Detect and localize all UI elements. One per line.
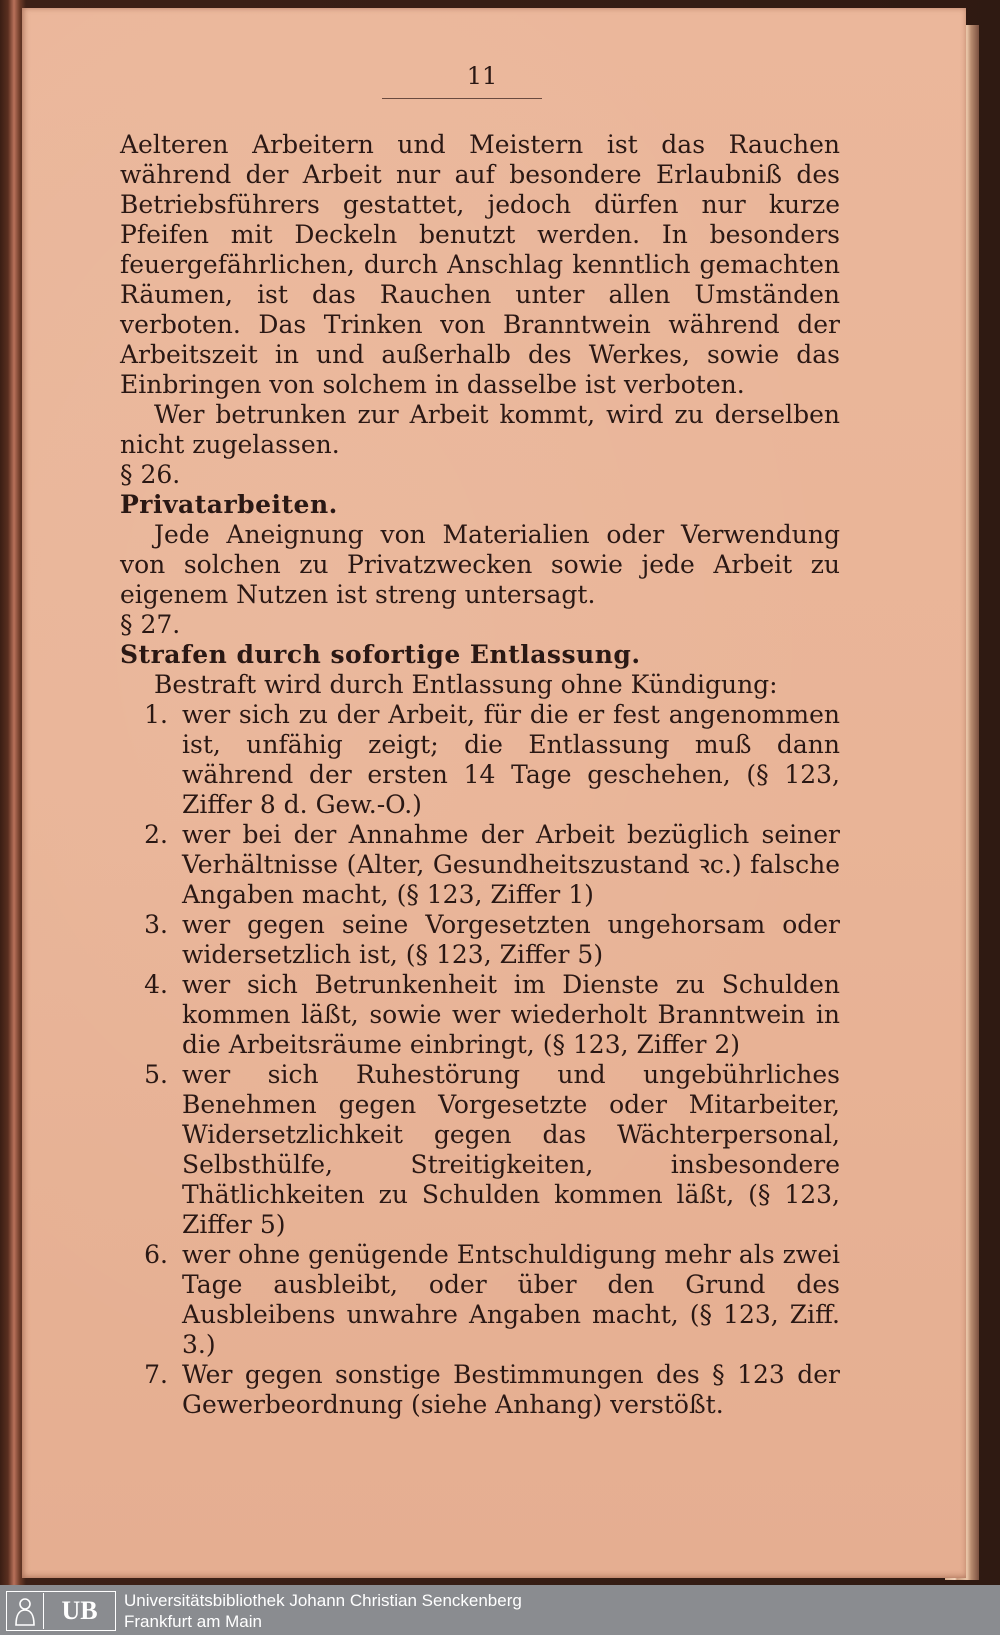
list-item-number: 1.	[144, 700, 168, 729]
seal-icon	[7, 1593, 44, 1629]
page-content	[120, 130, 840, 1420]
list-item	[120, 820, 840, 910]
document-page	[22, 8, 966, 1578]
list-item-text: wer sich zu der Arbeit, für die er fest angenommen ist, unfähig zeigt; die Entlassung muß dann während der ersten 14 Tage geschehen, (§ 123, Ziffer 8 d. Gew.-O.)	[182, 700, 840, 819]
list-item	[120, 700, 840, 820]
list-item-number: 4.	[144, 970, 168, 999]
library-city: Frankfurt am Main	[124, 1612, 262, 1631]
list-item-text: Wer gegen sonstige Bestimmungen des § 123 der Gewerbeordnung (siehe Anhang) verstößt.	[182, 1360, 840, 1419]
page-number: 11	[466, 62, 498, 90]
list-item-text: wer sich Betrunkenheit im Dienste zu Schulden kommen läßt, sowie wer wiederholt Branntwein in die Arbeitsräume einbringt, (§ 123, Ziffer 2)	[182, 970, 840, 1059]
library-footer	[0, 1585, 1000, 1635]
header-rule	[382, 98, 542, 99]
list-item-number: 2.	[144, 820, 168, 849]
section-body-26: Jede Aneignung von Materialien oder Verwendung von solchen zu Privatzwecken sowie jede Arbeit zu eigenem Nutzen ist streng untersagt.	[120, 520, 840, 609]
footer-text	[124, 1590, 522, 1632]
list-item-number: 6.	[144, 1240, 168, 1269]
library-logo[interactable]	[6, 1591, 116, 1631]
section-number-26: § 26.	[120, 460, 181, 489]
section-intro-27: Bestraft wird durch Entlassung ohne Kündigung:	[154, 670, 778, 699]
list-item-number: 7.	[144, 1360, 168, 1389]
library-name: Universitätsbibliothek Johann Christian Senckenberg	[124, 1591, 522, 1610]
dismissal-list	[120, 700, 840, 1420]
list-item	[120, 1240, 840, 1360]
list-item-number: 3.	[144, 910, 168, 939]
paragraph-smoking: Aelteren Arbeitern und Meistern ist das Rauchen während der Arbeit nur auf besondere Erlaubniß des Betriebsführers gestattet, jedoch dürfen nur kurze Pfeifen mit Deckeln benutzt werden. In besonders feuergefährlichen, durch Anschlag kenntlich gemachten Räumen, ist das Rauchen unter allen Umständen verboten. Das Trinken von Branntwein während der Arbeitszeit in und außerhalb des Werkes, sowie das Einbringen von solchem in dasselbe ist verboten.	[120, 130, 840, 399]
section-title-27: Strafen durch sofortige Entlassung.	[120, 640, 641, 669]
list-item-text: wer gegen seine Vorgesetzten ungehorsam oder widersetzlich ist, (§ 123, Ziffer 5)	[182, 910, 840, 969]
list-item-number: 5.	[144, 1060, 168, 1089]
section-title-26: Privatarbeiten.	[120, 490, 338, 519]
logo-text: UB	[61, 1596, 98, 1625]
list-item	[120, 1060, 840, 1240]
list-item-text: wer ohne genügende Entschuldigung mehr als zwei Tage ausbleibt, oder über den Grund des Ausbleibens unwahre Angaben macht, (§ 123, Ziff. 3.)	[182, 1240, 840, 1359]
list-item	[120, 910, 840, 970]
paragraph-drunkenness: Wer betrunken zur Arbeit kommt, wird zu derselben nicht zugelassen.	[120, 400, 840, 459]
list-item	[120, 970, 840, 1060]
list-item	[120, 1360, 840, 1420]
section-number-27: § 27.	[120, 610, 181, 639]
list-item-text: wer bei der Annahme der Arbeit bezüglich seiner Verhältnisse (Alter, Gesundheitszustand ꝛc.) falsche Angaben macht, (§ 123, Ziffer 1)	[182, 820, 840, 909]
list-item-text: wer sich Ruhestörung und ungebührliches Benehmen gegen Vorgesetzte oder Mitarbeiter, Widersetzlichkeit gegen das Wächterpersonal, Selbsthülfe, Streitigkeiten, insbesondere Thätlichkeiten zu Schulden kommen läßt, (§ 123, Ziffer 5)	[182, 1060, 840, 1239]
